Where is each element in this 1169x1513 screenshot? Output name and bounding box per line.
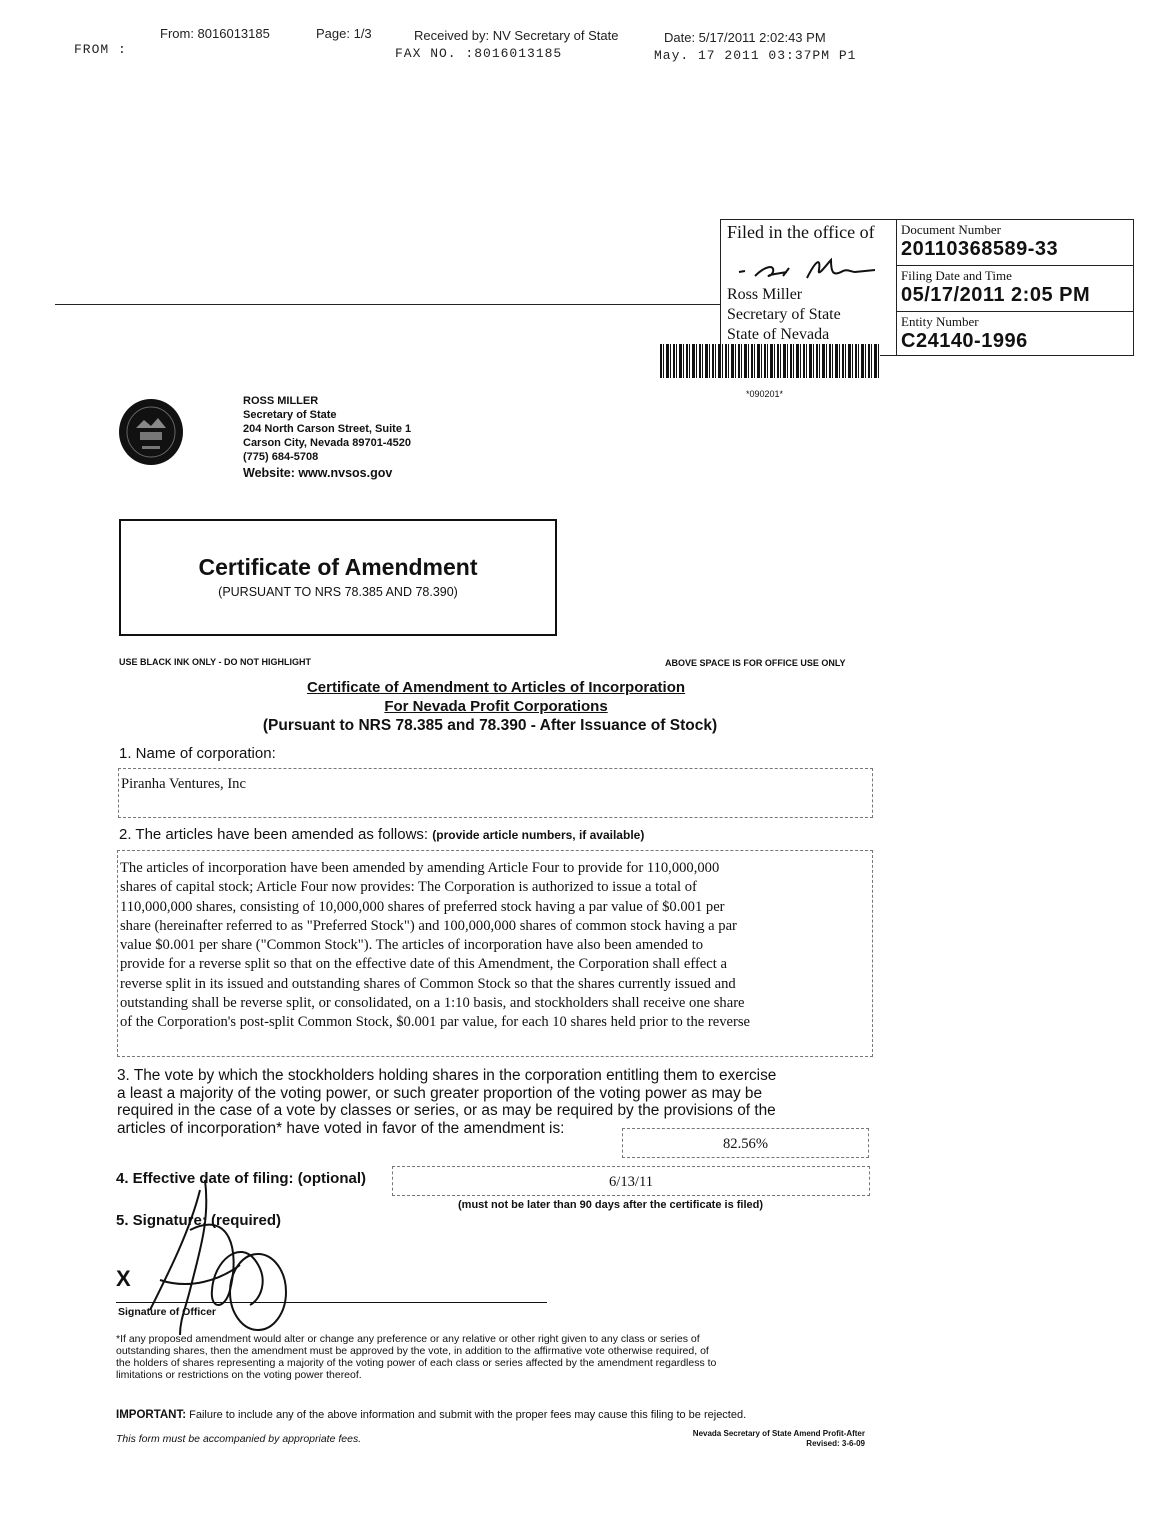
entity-number-value: C24140-1996 bbox=[901, 330, 1028, 352]
q1-label: 1. Name of corporation: bbox=[119, 745, 276, 762]
important-label: IMPORTANT: bbox=[116, 1409, 187, 1421]
footnote-line: limitations or restrictions on the voting power thereof. bbox=[116, 1369, 362, 1381]
q4-label: 4. Effective date of filing: (optional) bbox=[116, 1170, 367, 1187]
footnote-line: *If any proposed amendment would alter or change any preference or any relative or other right given to any class or series of bbox=[116, 1333, 700, 1345]
vote-percent-field[interactable] bbox=[622, 1128, 869, 1158]
signature-label: Signature of Officer bbox=[118, 1306, 217, 1318]
important-text: Failure to include any of the above information and submit with the proper fees may cause this filing to be rejected. bbox=[189, 1409, 747, 1421]
document-number-cell bbox=[897, 220, 1133, 266]
amendment-line: shares of capital stock; Article Four now provides: The Corporation is authorized to issue a total of bbox=[120, 879, 697, 896]
amendment-line: outstanding shall be reverse split, or consolidated, on a 1:10 basis, and stockholders shall receive one share bbox=[120, 995, 745, 1012]
amendment-line: share (hereinafter referred to as "Preferred Stock") and 100,000,000 shares of common stock having a par bbox=[120, 917, 737, 934]
amendment-text bbox=[120, 859, 870, 1033]
office-title: Secretary of State bbox=[243, 409, 337, 421]
q3-line: 3. The vote by which the stockholders holding shares in the corporation entitling them to exercise bbox=[117, 1067, 777, 1084]
fax-received: Received by: NV Secretary of State bbox=[414, 28, 619, 43]
q2-note: (provide article numbers, if available) bbox=[432, 828, 645, 842]
page-rule bbox=[55, 304, 721, 305]
office-name: ROSS MILLER bbox=[243, 395, 319, 407]
amendment-line: of the Corporation's post-split Common Stock, $0.001 par value, for each 10 shares held prior to the reverse bbox=[120, 1014, 751, 1031]
q4-note: (must not be later than 90 days after the certificate is filed) bbox=[458, 1199, 764, 1211]
q3-line: articles of incorporation* have voted in favor of the amendment is: bbox=[117, 1119, 565, 1137]
filing-date-label: Filing Date and Time bbox=[901, 268, 1012, 283]
amendment-line: reverse split in its issued and outstanding shares of Common Stock so that the shares currently issued and bbox=[120, 975, 736, 992]
q5-label: 5. Signature: (required) bbox=[116, 1212, 282, 1229]
amendment-line: value $0.001 per share ("Common Stock"). The articles of incorporation have also been amended to bbox=[120, 937, 704, 954]
fees-note: This form must be accompanied by appropriate fees. bbox=[116, 1433, 362, 1445]
officer-state: State of Nevada bbox=[727, 326, 830, 343]
certificate-title: Certificate of Amendment bbox=[198, 554, 478, 580]
certificate-subtitle: (PURSUANT TO NRS 78.385 AND 78.390) bbox=[218, 585, 458, 599]
fax-from-number: From: 8016013185 bbox=[160, 26, 270, 41]
q3-text bbox=[117, 1067, 776, 1137]
entity-number-label: Entity Number bbox=[901, 314, 979, 329]
filing-details bbox=[897, 220, 1133, 355]
fax-page: Page: 1/3 bbox=[316, 26, 372, 41]
amendment-line: The articles of incorporation have been amended by amending Article Four to provide for 110,000,000 bbox=[120, 860, 720, 876]
document-number-value: 20110368589-33 bbox=[901, 238, 1059, 260]
officer-title: Secretary of State bbox=[727, 306, 841, 323]
officer-name: Ross Miller bbox=[727, 286, 803, 303]
fax-from-label: FROM : bbox=[74, 42, 127, 57]
effective-date-value: 6/13/11 bbox=[608, 1174, 654, 1190]
filing-office-panel bbox=[721, 220, 897, 355]
vote-percent-value: 82.56% bbox=[723, 1136, 768, 1152]
q2-label bbox=[119, 826, 644, 843]
certificate-title-box bbox=[119, 519, 557, 636]
document-number-label: Document Number bbox=[901, 222, 1002, 237]
important-note bbox=[116, 1409, 746, 1421]
office-website: Website: www.nvsos.gov bbox=[243, 466, 393, 480]
nevada-seal-icon bbox=[118, 398, 184, 466]
amendment-text-field[interactable] bbox=[117, 850, 873, 1057]
entity-number-cell bbox=[897, 312, 1133, 356]
footnote-line: outstanding shares, then the amendment must be approved by the vote, in addition to the affirmative vote otherwise required, of bbox=[116, 1345, 709, 1357]
corp-name-value: Piranha Ventures, Inc bbox=[121, 776, 246, 792]
filing-date-cell bbox=[897, 266, 1133, 312]
form-heading-line3: (Pursuant to NRS 78.385 and 78.390 - After Issuance of Stock) bbox=[262, 717, 718, 734]
q3-line: required in the case of a vote by classes or series, or as may be required by the provisions of the bbox=[117, 1102, 776, 1119]
footnote-line: the holders of shares representing a majority of the voting power of each class or series affected by the amendment regardless to bbox=[116, 1357, 717, 1369]
effective-date-field[interactable] bbox=[392, 1166, 870, 1196]
filed-in-text: Filed in the office of bbox=[727, 222, 875, 242]
barcode-text: *090201* bbox=[746, 389, 784, 399]
form-heading-line2: For Nevada Profit Corporations bbox=[384, 698, 608, 715]
amendment-line: 110,000,000 shares, consisting of 10,000,000 shares of preferred stock having a par value of $0.001 per bbox=[120, 898, 725, 915]
form-revised: Revised: 3-6-09 bbox=[806, 1439, 865, 1448]
barcode bbox=[660, 344, 880, 378]
footnote bbox=[116, 1333, 876, 1381]
filing-box bbox=[720, 219, 1134, 356]
secretary-signature bbox=[735, 252, 885, 282]
ink-note: USE BLACK INK ONLY - DO NOT HIGHLIGHT bbox=[119, 657, 312, 667]
signature-x-mark: X bbox=[116, 1266, 131, 1291]
fax-number: FAX NO. :8016013185 bbox=[395, 46, 563, 61]
q2-main: 2. The articles have been amended as follows: bbox=[119, 826, 429, 843]
form-name: Nevada Secretary of State Amend Profit-After bbox=[692, 1429, 865, 1438]
office-address-2: Carson City, Nevada 89701-4520 bbox=[243, 437, 411, 449]
office-address-1: 204 North Carson Street, Suite 1 bbox=[243, 423, 412, 435]
q3-line: a least a majority of the voting power, or such greater proportion of the voting power as may be bbox=[117, 1084, 763, 1102]
form-heading-line1: Certificate of Amendment to Articles of Incorporation bbox=[306, 679, 686, 696]
office-phone: (775) 684-5708 bbox=[243, 451, 319, 463]
filing-date-value: 05/17/2011 2:05 PM bbox=[901, 284, 1091, 306]
amendment-line: provide for a reverse split so that on the effective date of this Amendment, the Corporation shall effect a bbox=[120, 956, 727, 973]
fax-stamp: May. 17 2011 03:37PM P1 bbox=[654, 48, 857, 63]
officer-signature bbox=[130, 1170, 300, 1340]
office-use-note: ABOVE SPACE IS FOR OFFICE USE ONLY bbox=[665, 658, 846, 668]
corp-name-field[interactable] bbox=[118, 768, 873, 818]
fax-date: Date: 5/17/2011 2:02:43 PM bbox=[664, 30, 826, 45]
